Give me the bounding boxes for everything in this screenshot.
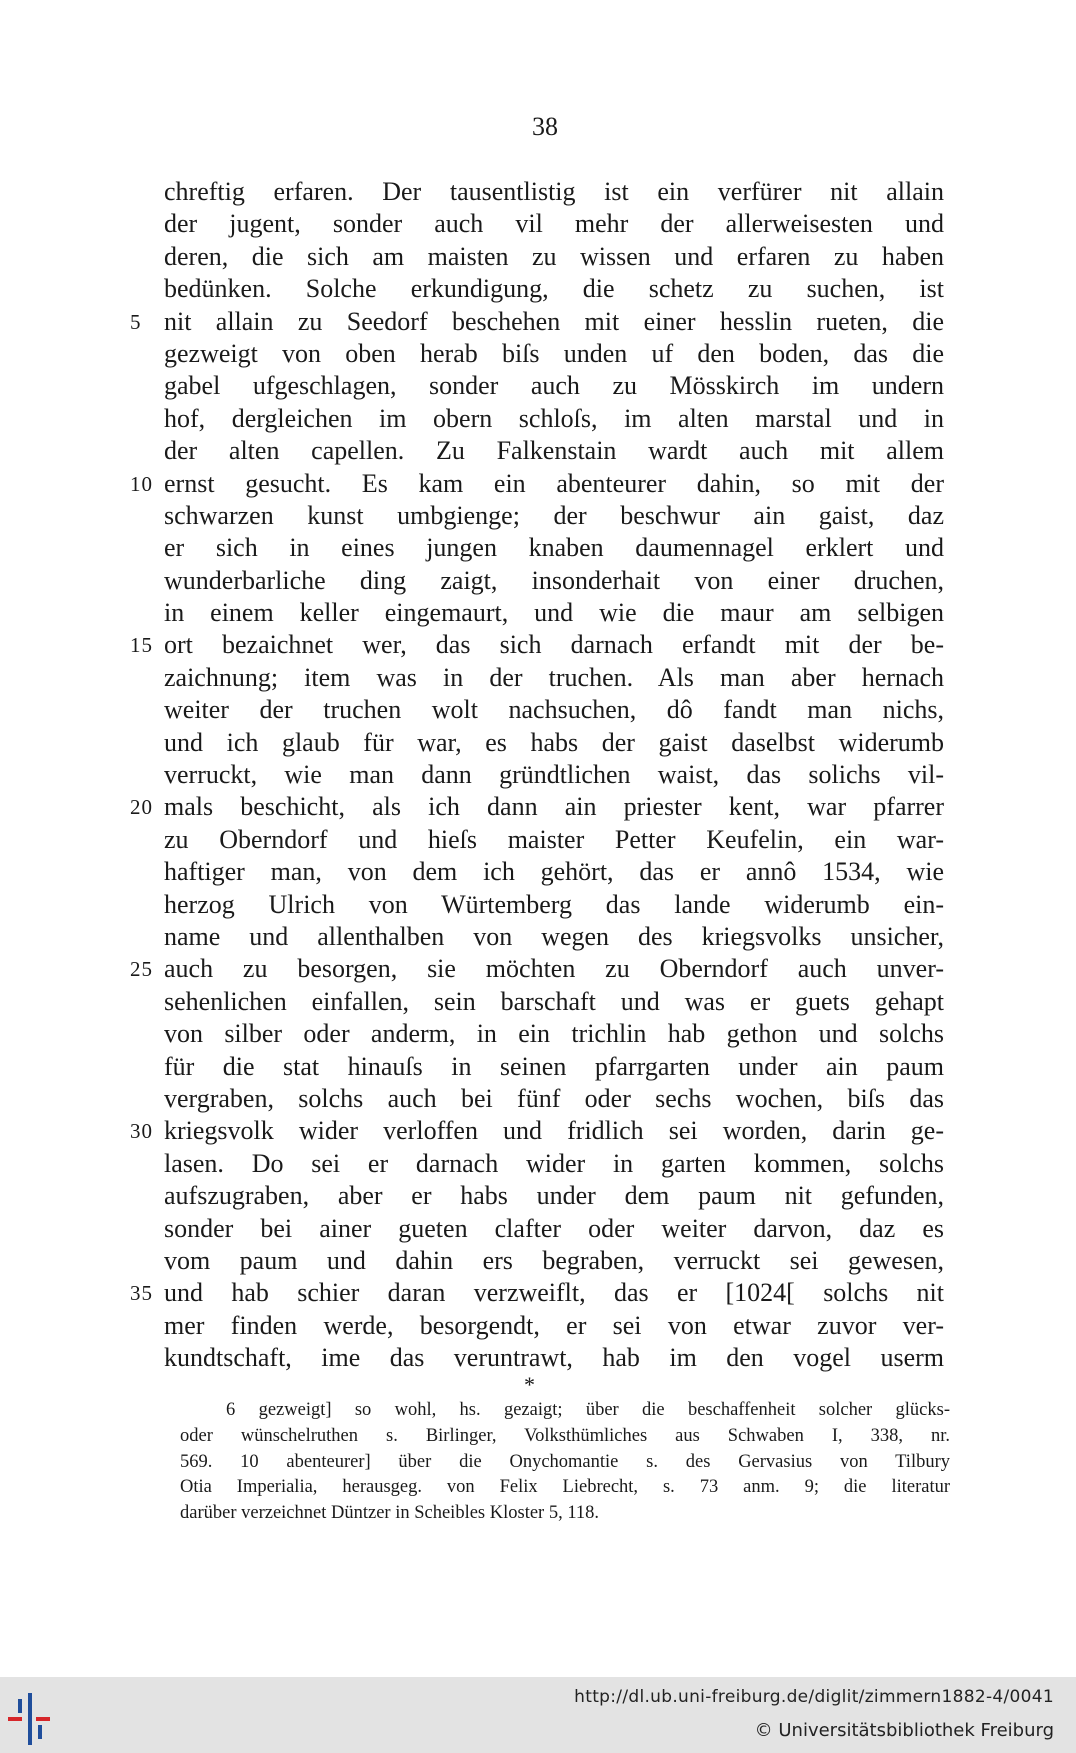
- line-text: verruckt, wie man dann gründtlichen waist, das solichs vil-: [164, 760, 944, 790]
- line-text: zu Oberndorf und hieſs maister Petter Keufelin, ein war-: [164, 824, 944, 854]
- text-line: [164, 921, 944, 953]
- text-line: [164, 889, 944, 921]
- line-text: mer finden werde, besorgendt, er sei von etwar zuvor ver-: [164, 1310, 944, 1340]
- line-number: 5: [130, 309, 142, 334]
- text-line: [164, 338, 944, 370]
- text-line: [164, 1213, 944, 1245]
- line-text: chreftig erfaren. Der tausentlistig ist ein verfürer nit allain: [164, 177, 944, 206]
- line-text: auch zu besorgen, sie möchten zu Oberndorf auch unver-: [164, 954, 944, 984]
- line-text: aufszugraben, aber er habs under dem paum nit gefunden,: [164, 1181, 944, 1211]
- text-line: [164, 986, 944, 1018]
- line-text: gezweigt von oben herab biſs unden uf den boden, das die: [164, 338, 944, 368]
- line-text: vergraben, solchs auch bei fünf oder sechs wochen, biſs das: [164, 1083, 944, 1113]
- footnote-line: oder wünschelruthen s. Birlinger, Volksthümliches aus Schwaben I, 338, nr.: [180, 1425, 950, 1446]
- text-line: [130, 791, 944, 823]
- text-line: [164, 500, 944, 532]
- line-text: haftiger man, von dem ich gehört, das er annô 1534, wie: [164, 857, 944, 887]
- text-line: [164, 1148, 944, 1180]
- line-text: in einem keller eingemaurt, und wie die maur am selbigen: [164, 598, 944, 628]
- line-number: 25: [130, 957, 153, 982]
- line-text: ort bezaichnet wer, das sich darnach erfandt mit der be-: [164, 630, 944, 660]
- text-line: [130, 306, 944, 338]
- main-text: [130, 176, 944, 1374]
- text-line: [164, 1342, 944, 1374]
- line-text: mals beschicht, als ich dann ain priester kent, war pfarrer: [164, 792, 944, 822]
- text-line: [164, 1180, 944, 1212]
- line-text: und ich glaub für war, es habs der gaist daselbst widerumb: [164, 727, 944, 757]
- text-line: [164, 597, 944, 629]
- text-line: [164, 856, 944, 888]
- library-logo-icon: [8, 1693, 70, 1745]
- line-text: der jugent, sonder auch vil mehr der allerweisesten und: [164, 209, 944, 239]
- text-line: [164, 1018, 944, 1050]
- text-line: [164, 435, 944, 467]
- line-text: sonder bei ainer gueten clafter oder weiter darvon, daz es: [164, 1213, 944, 1243]
- page-number: 38: [532, 112, 558, 141]
- text-line: [164, 273, 944, 305]
- footnote-line: darüber verzeichnet Düntzer in Scheibles Kloster 5, 118.: [180, 1503, 600, 1524]
- text-line: [130, 953, 944, 985]
- text-line: [164, 1245, 944, 1277]
- permalink-url[interactable]: http://dl.ub.uni-freiburg.de/diglit/zimmern1882-4/0041: [574, 1687, 1054, 1707]
- line-text: name und allenthalben von wegen des kriegsvolks unsicher,: [164, 921, 944, 951]
- text-line: [130, 1277, 944, 1309]
- line-text: vom paum und dahin ers begraben, verruckt sei gewesen,: [164, 1245, 944, 1275]
- line-text: lasen. Do sei er darnach wider in garten kommen, solchs: [164, 1148, 944, 1178]
- line-text: er sich in eines jungen knaben daumennagel erklert und: [164, 533, 944, 563]
- line-text: ernst gesucht. Es kam ein abenteurer dahin, so mit der: [164, 468, 944, 498]
- line-text: der alten capellen. Zu Falkenstain wardt auch mit allem: [164, 436, 944, 466]
- text-line: [130, 1115, 944, 1147]
- text-line: [164, 208, 944, 240]
- text-line: [164, 727, 944, 759]
- footnote-line: 6 gezweigt] so wohl, hs. gezaigt; über die beschaffenheit solcher glücks-: [226, 1400, 950, 1420]
- line-text: hof, dergleichen im obern schloſs, im alten marstal und in: [164, 403, 944, 433]
- line-text: sehenlichen einfallen, sein barschaft und was er guets gehapt: [164, 986, 944, 1016]
- line-text: deren, die sich am maisten zu wissen und erfaren zu haben: [164, 241, 944, 271]
- text-line: [164, 824, 944, 856]
- text-line: [164, 565, 944, 597]
- text-line: [164, 403, 944, 435]
- line-number: 20: [130, 795, 153, 820]
- text-line: [164, 241, 944, 273]
- text-line: [164, 1310, 944, 1342]
- line-text: bedünken. Solche erkundigung, die schetz zu suchen, ist: [164, 274, 944, 304]
- line-text: kriegsvolk wider verloffen und fridlich sei worden, darin ge-: [164, 1116, 944, 1146]
- text-line: [164, 759, 944, 791]
- line-text: nit allain zu Seedorf beschehen mit einer hesslin rueten, die: [164, 306, 944, 336]
- text-line: [130, 629, 944, 661]
- line-number: 15: [130, 633, 153, 658]
- text-line: [164, 176, 944, 208]
- text-line: [130, 468, 944, 500]
- signature-mark: *: [524, 1372, 535, 1397]
- line-text: kundtschaft, ime das veruntrawt, hab im den vogel userm: [164, 1343, 944, 1373]
- footnote-line: Otia Imperialia, herausgeg. von Felix Liebrecht, s. 73 anm. 9; die literatur: [180, 1477, 950, 1498]
- line-text: von silber oder anderm, in ein trichlin hab gethon und solchs: [164, 1019, 944, 1049]
- text-line: [164, 532, 944, 564]
- line-text: und hab schier daran verzweiflt, das er [1024[ solchs nit: [164, 1278, 944, 1308]
- text-line: [164, 694, 944, 726]
- footnote-line: 569. 10 abenteurer] über die Onychomantie s. des Gervasius von Tilbury: [180, 1451, 950, 1472]
- text-line: [164, 662, 944, 694]
- line-number: 30: [130, 1119, 153, 1144]
- line-text: für die stat hinauſs in seinen pfarrgarten under ain paum: [164, 1051, 944, 1081]
- line-text: wunderbarliche ding zaigt, insonderhait von einer druchen,: [164, 565, 944, 595]
- text-line: [164, 1083, 944, 1115]
- text-line: [164, 370, 944, 402]
- text-line: [164, 1051, 944, 1083]
- line-text: herzog Ulrich von Würtemberg das lande widerumb ein-: [164, 889, 944, 919]
- footer-bar: [0, 1677, 1076, 1753]
- line-text: weiter der truchen wolt nachsuchen, dô fandt man nichs,: [164, 695, 944, 725]
- footnotes: [180, 1398, 950, 1527]
- copyright-notice: © Universitätsbibliothek Freiburg: [754, 1720, 1054, 1741]
- line-number: 35: [130, 1281, 153, 1306]
- line-text: gabel ufgeschlagen, sonder auch zu Mösskirch im undern: [164, 371, 944, 401]
- line-text: schwarzen kunst umbgienge; der beschwur ain gaist, daz: [164, 500, 944, 530]
- line-text: zaichnung; item was in der truchen. Als man aber hernach: [164, 662, 944, 692]
- line-number: 10: [130, 471, 153, 496]
